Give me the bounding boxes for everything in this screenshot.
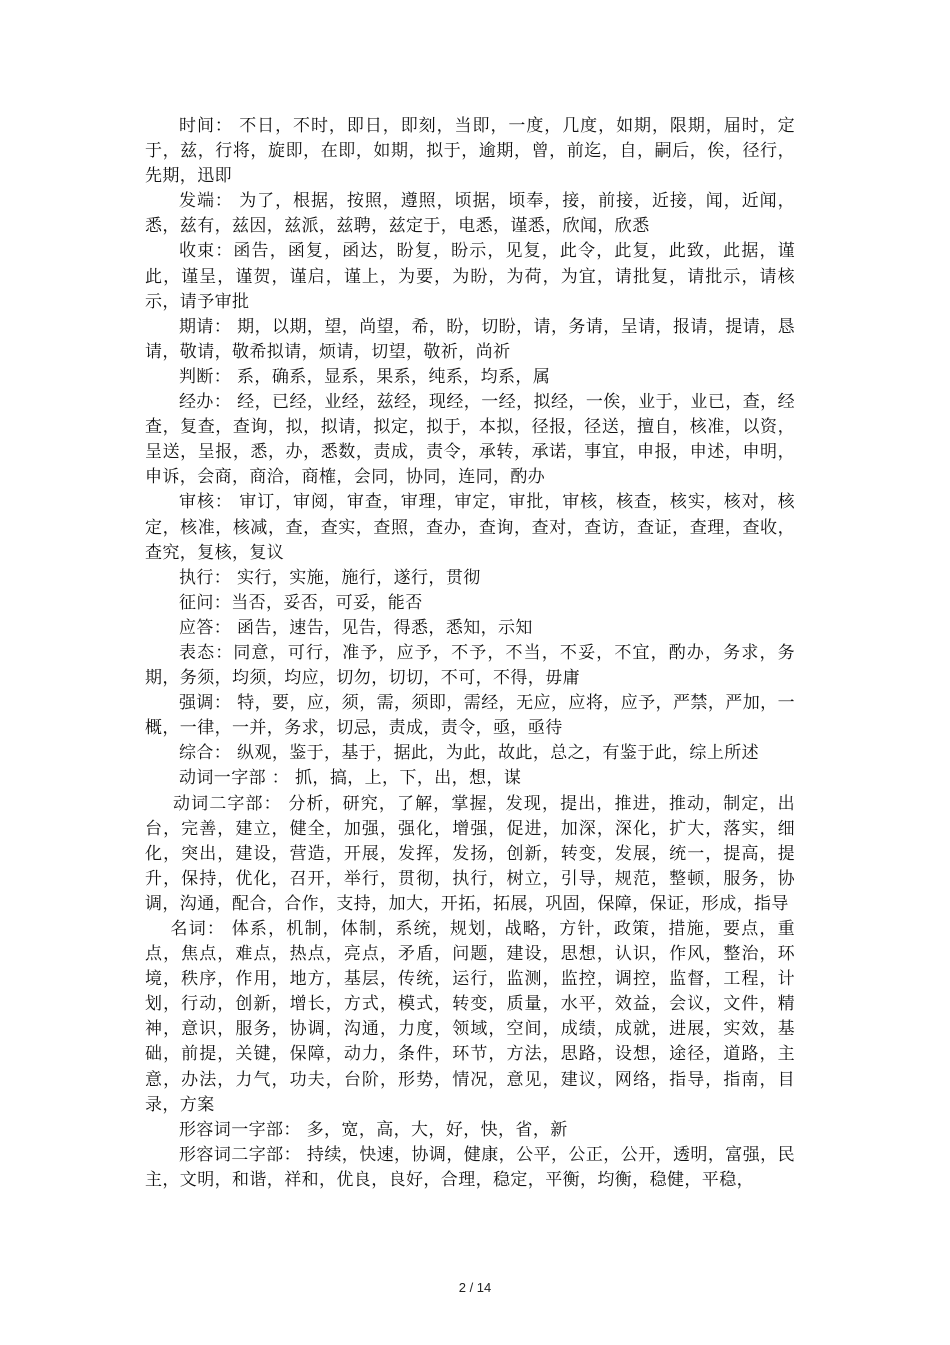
entry-words: 实行，实施，施行，遂行，贯彻 [237, 567, 481, 588]
entry-term: 动词二字部： [173, 793, 282, 814]
entry-term: 时间： [179, 116, 233, 136]
entry-words: 为了，根据，按照，遵照，顷据，顷奉，接，前接，近接，闻，近闻，悉，兹有，兹因，兹派，兹聘，兹定于，电悉，谨悉，欣闻，欣悉 [145, 191, 795, 237]
entry-term: 强调： [179, 693, 232, 714]
entry-words: 经，已经，业经，兹经，现经，一经，拟经，一俟，业于，业已，查，经查，复查，查询，拟，拟请，拟定，拟于，本拟，径报，径送，擅自，核准，以资，呈送，呈报，悉，办，悉数，责成，责令，承转，承诺，事宜，申报，申述，申明，申诉，会商，商洽，商榷，会同，协同，连同，酌办 [145, 392, 795, 488]
entry-term: 动词一字部 ： [179, 768, 290, 789]
entry-words: 同意，可行，准予，应予，不予，不当，不妥，不宜，酌办，务求，务期，务须，均须，均应，切勿，切切，不可，不得，毋庸 [145, 642, 795, 689]
entry-words: 期，以期，望，尚望，希，盼，切盼，请，务请，呈请，报请，提请，恳请，敬请，敬希拟请，烦请，切望，敬祈，尚祈 [145, 316, 795, 362]
entry-words: 多，宽，高，大，好，快，省，新 [306, 1119, 568, 1140]
entry-words: 系，确系，显系，果系，纯系，均系，属 [237, 366, 551, 387]
entry-handling [145, 390, 795, 490]
entry-term: 收束： [179, 241, 234, 262]
entry-words: 特，要，应，须，需，须即，需经，无应，应将，应予，严禁，严加，一概，一律，一并，务求，切忌，责成，责令，亟，亟待 [145, 693, 795, 739]
entry-term: 期请： [179, 316, 232, 337]
entry-words: 纵观，鉴于，基于，据此，为此，故此，总之，有鉴于此，综上所述 [237, 743, 760, 764]
entry-term: 形容词一字部： [179, 1119, 301, 1140]
entry-term: 形容词二字部： [179, 1144, 302, 1165]
entry-term: 征问： [179, 592, 232, 613]
entry-time [145, 114, 795, 189]
entry-term: 审核： [179, 492, 233, 513]
entry-words: 持续，快速，协调，健康，公平，公正，公开，透明，富强，民主，文明，和谐，祥和，优良，良好，合理，稳定，平衡，均衡，稳健，平稳， [145, 1144, 795, 1190]
entry-adj-one-char [145, 1118, 795, 1143]
entry-term: 综合： [179, 743, 232, 764]
entry-term: 经办： [179, 392, 232, 413]
entry-summary [145, 741, 795, 766]
document-body [145, 114, 795, 1193]
entry-attitude [145, 641, 795, 691]
entry-request [145, 315, 795, 365]
entry-adj-two-char [145, 1143, 795, 1193]
entry-words: 不日，不时，即日，即刻，当即，一度，几度，如期，限期，届时，定于，兹，行将，旋即，在即，如期，拟于，逾期，曾，前迄，自，嗣后，俟，径行，先期，迅即 [145, 116, 795, 187]
entry-words: 审订，审阅，审查，审理，审定，审批，审核，核查，核实，核对，核定，核准，核减，查，查实，查照，查办，查询，查对，查访，查证，查理，查收，查究，复核，复议 [145, 492, 795, 563]
entry-closing [145, 239, 795, 314]
entry-verb-two-char [145, 792, 795, 917]
entry-response [145, 616, 795, 641]
entry-noun [145, 917, 795, 1118]
entry-emphasis [145, 691, 795, 741]
entry-words: 抓，搞，上，下，出，想，谋 [295, 768, 522, 789]
entry-review [145, 490, 795, 565]
entry-term: 应答： [179, 617, 232, 638]
entry-words: 函告，速告，见告，得悉，悉知，示知 [237, 617, 533, 638]
entry-term: 执行： [179, 567, 232, 588]
entry-inquiry [145, 591, 795, 616]
entry-term: 名词： [170, 919, 226, 939]
entry-term: 表态： [179, 642, 234, 663]
entry-words: 分析，研究，了解，掌握，发现，提出，推进，推动，制定，出台，完善，建立，健全，加强，强化，增强，促进，加深，深化，扩大，落实，细化，突出，建设，营造，开展，发挥，发扬，创新，转变，发展，统一，提高，提升，保持，优化，召开，举行，贯彻，执行，树立，引导，规范，整顿，服务，协调，沟通，配合，合作，支持，加大，开拓，拓展，巩固，保障，保证，形成，指导 [145, 793, 795, 914]
entry-execute [145, 566, 795, 591]
entry-opening [145, 189, 795, 239]
page-number: 2 / 14 [458, 1280, 492, 1295]
entry-term: 发端： [179, 191, 233, 212]
entry-words: 体系，机制，体制，系统，规划，战略，方针，政策，措施，要点，重点，焦点，难点，热点，亮点，矛盾，问题，建设，思想，认识，作风，整治，环境，秩序，作用，地方，基层，传统，运行，监测，监控，调控，监督，工程，计划，行动，创新，增长，方式，模式，转变，质量，水平，效益，会议，文件，精神，意识，服务，协调，沟通，力度，领域，空间，成绩，成就，进展，实效，基础，前提，关键，保障，动力，条件，环节，方法，思路，设想，途径，道路，主意，办法，力气，功夫，台阶，形势，情况，意见，建议，网络，指导，指南，目录，方案 [145, 919, 795, 1115]
entry-verb-one-char [145, 766, 795, 791]
entry-words: 当否，妥否，可妥，能否 [231, 592, 423, 613]
entry-words: 函告，函复，函达，盼复，盼示，见复，此令，此复，此致，此据，谨此，谨呈，谨贺，谨启，谨上，为要，为盼，为荷，为宜，请批复，请批示，请核示，请予审批 [145, 241, 795, 312]
entry-judgment [145, 365, 795, 390]
entry-term: 判断： [179, 366, 232, 387]
